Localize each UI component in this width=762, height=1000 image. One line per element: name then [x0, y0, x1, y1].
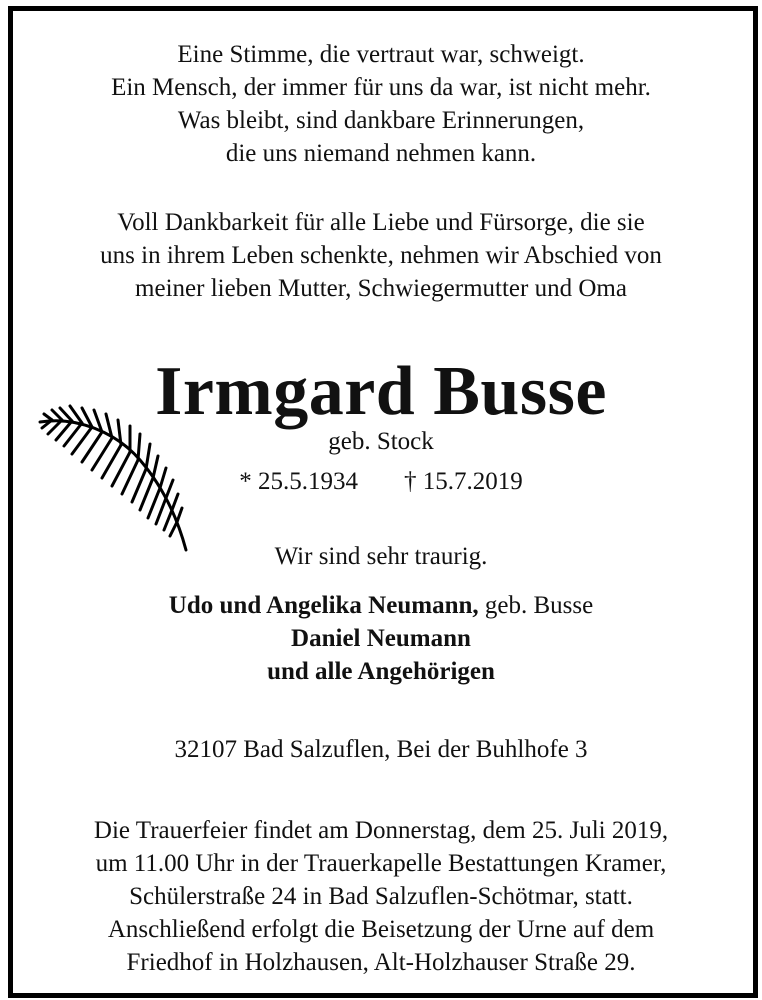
mourners-line-2: Daniel Neumann [291, 625, 471, 652]
address: 32107 Bad Salzuflen, Bei der Buhlhofe 3 [174, 736, 588, 763]
death-date: † 15.7.2019 [404, 468, 523, 495]
poem-line: Ein Mensch, der immer für uns da war, ist nicht mehr. [111, 74, 651, 101]
service-line: Anschließend erfolgt die Beisetzung der Urne auf dem [107, 916, 655, 943]
poem-block [0, 38, 762, 170]
palm-frond-icon [36, 402, 196, 554]
mourners-maiden: geb. Busse [478, 592, 594, 619]
poem-line: Was bleibt, sind dankbare Erinnerungen, [177, 107, 585, 134]
intro-block [0, 206, 762, 305]
deceased-name: Irmgard Busse [155, 353, 607, 430]
intro-line: uns in ihrem Leben schenkte, nehmen wir Abschied von [100, 242, 662, 269]
service-line: Die Trauerfeier findet am Donnerstag, dem 25. Juli 2019, [93, 817, 669, 844]
service-block [0, 814, 762, 979]
sad-line: Wir sind sehr traurig. [274, 543, 488, 570]
mourners-line-1 [0, 589, 762, 622]
service-line: um 11.00 Uhr in der Trauerkapelle Bestattungen Kramer, [95, 850, 667, 877]
intro-line: Voll Dankbarkeit für alle Liebe und Fürsorge, die sie [117, 209, 645, 236]
maiden-name: geb. Stock [328, 428, 434, 455]
service-line: Friedhof in Holzhausen, Alt-Holzhauser Straße 29. [126, 949, 636, 976]
mourners-names: Udo und Angelika Neumann, [168, 592, 479, 619]
mourners-line-3: und alle Angehörigen [267, 658, 495, 685]
intro-line: meiner lieben Mutter, Schwiegermutter und Oma [135, 275, 627, 302]
birth-date: * 25.5.1934 [239, 468, 358, 495]
poem-line: die uns niemand nehmen kann. [225, 140, 537, 167]
mourners-block [0, 589, 762, 688]
service-line: Schülerstraße 24 in Bad Salzuflen-Schötmar, statt. [129, 883, 633, 910]
poem-line: Eine Stimme, die vertraut war, schweigt. [177, 41, 585, 68]
